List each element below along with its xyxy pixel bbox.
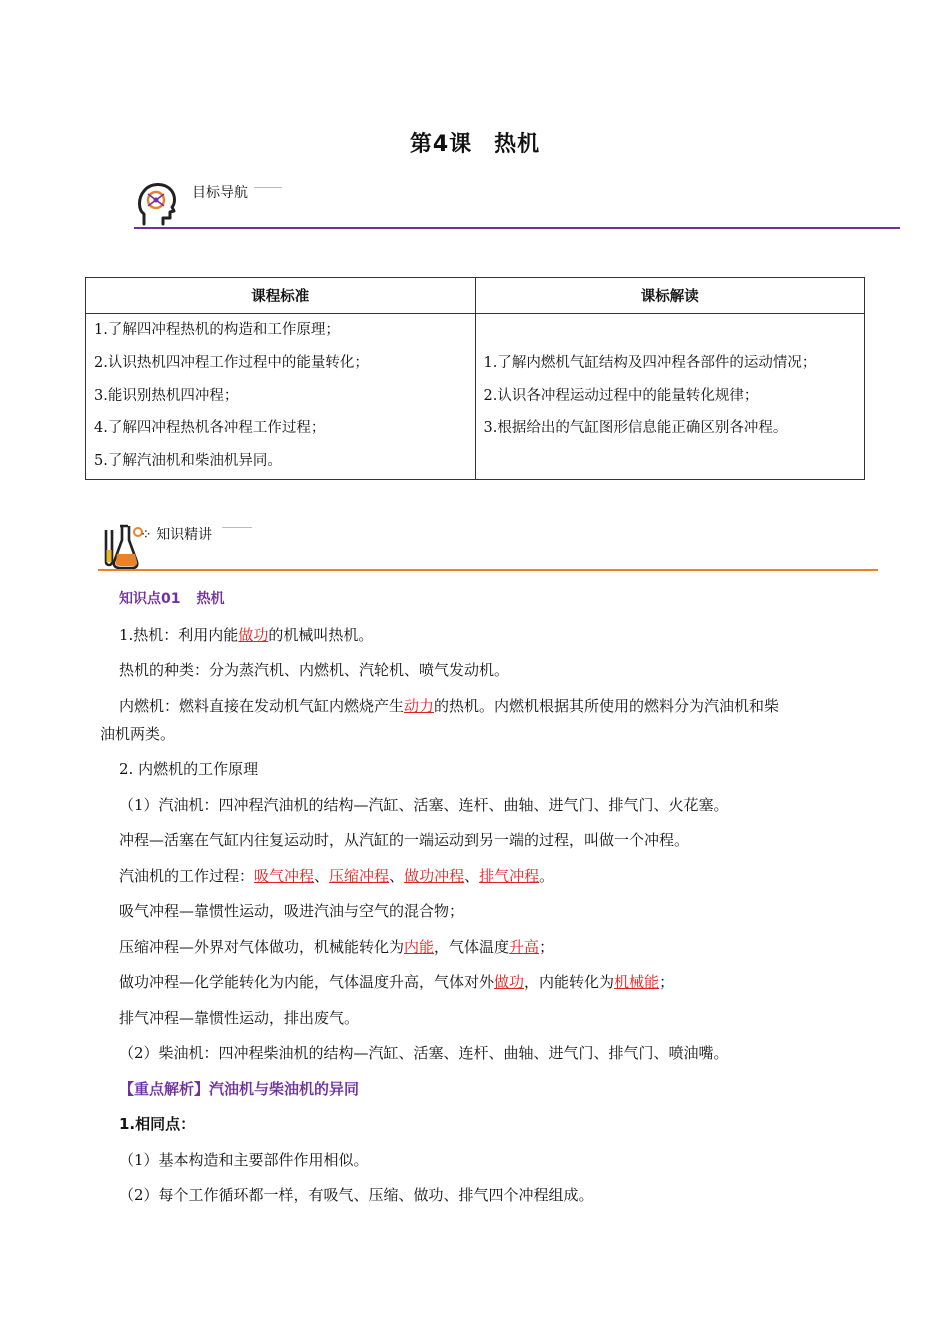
paragraph: 汽油机的工作过程：吸气冲程、压缩冲程、做功冲程、排气冲程。	[119, 866, 555, 885]
paragraph: （1）基本构造和主要部件作用相似。	[119, 1150, 369, 1169]
answer-blank: 排气冲程	[479, 866, 540, 885]
standard-item: 2.认识热机四冲程工作过程中的能量转化；	[94, 354, 369, 371]
label-prefix: ⁘	[140, 527, 152, 543]
answer-blank: 做功	[494, 973, 525, 991]
section-target-nav	[134, 176, 900, 232]
paragraph: 2. 内燃机的工作原理	[119, 760, 259, 778]
section-rule	[134, 227, 900, 229]
paragraph-continuation: 油机两类。	[100, 724, 176, 743]
standard-item: 3.能识别热机四冲程；	[94, 387, 239, 404]
answer-blank: 吸气冲程	[254, 866, 315, 885]
section-label	[140, 524, 212, 544]
paragraph: 内燃机：燃料直接在发动机气缸内燃烧产生动力的热机。内燃机根据其所使用的燃料分为汽油机和柴	[119, 696, 780, 715]
subheading: 1.相同点：	[119, 1115, 196, 1133]
interpretation-item: 2.认识各冲程运动过程中的能量转化规律；	[483, 387, 759, 404]
knowledge-content	[100, 588, 865, 1220]
paragraph: 冲程—活塞在气缸内往复运动时，从汽缸的一端运动到另一端的过程，叫做一个冲程。	[119, 831, 690, 849]
standards-cell	[86, 314, 476, 480]
label-underline	[222, 527, 252, 528]
section-rule	[98, 569, 878, 571]
standard-item: 4.了解四冲程热机各冲程工作过程；	[94, 420, 326, 437]
interpretation-item: 1.了解内燃机气缸结构及四冲程各部件的运动情况；	[483, 354, 817, 371]
paragraph: 排气冲程—靠惯性运动，排出废气。	[119, 1008, 360, 1027]
paragraph: 1.热机：利用内能做功的机械叫热机。	[119, 625, 374, 644]
interpretation-item: 3.根据给出的气缸图形信息能正确区别各冲程。	[483, 420, 788, 437]
section-knowledge	[98, 520, 878, 574]
lesson-number: 第4课	[409, 132, 473, 157]
answer-blank: 内能	[404, 937, 435, 956]
standard-item: 1.了解四冲程热机的构造和工作原理；	[94, 322, 340, 338]
paragraph: （1）汽油机：四冲程汽油机的结构—汽缸、活塞、连杆、曲轴、进气门、排气门、火花塞。	[119, 795, 729, 814]
key-analysis-heading: 【重点解析】汽油机与柴油机的异同	[119, 1079, 360, 1098]
paragraph: 吸气冲程—靠惯性运动，吸进汽油与空气的混合物；	[119, 902, 465, 920]
knowledge-point-heading: 知识点01 热机	[119, 591, 225, 607]
curriculum-table	[85, 277, 865, 480]
head-brain-icon	[136, 180, 178, 228]
table-header: 课标解读	[475, 278, 865, 314]
label-text: 知识精讲	[156, 527, 213, 543]
answer-blank: 升高	[509, 937, 540, 956]
answer-blank: 机械能	[614, 973, 660, 991]
answer-blank: 做功	[238, 625, 269, 644]
section-label: 目标导航	[192, 185, 248, 201]
answer-blank: 动力	[404, 696, 435, 715]
paragraph: 热机的种类：分为蒸汽机、内燃机、汽轮机、喷气发动机。	[119, 661, 510, 679]
answer-blank: 做功冲程	[404, 866, 465, 885]
paragraph: 压缩冲程—外界对气体做功，机械能转化为内能，气体温度升高；	[119, 937, 555, 956]
paragraph: （2）柴油机：四冲程柴油机的结构—汽缸、活塞、连杆、曲轴、进气门、排气门、喷油嘴。	[119, 1044, 729, 1062]
label-underline	[254, 187, 282, 188]
standard-item: 5.了解汽油机和柴油机异同。	[94, 453, 282, 469]
page-title	[0, 127, 950, 158]
paragraph: 做功冲程—化学能转化为内能，气体温度升高，气体对外做功，内能转化为机械能；	[119, 973, 675, 991]
lesson-topic: 热机	[494, 132, 541, 157]
flask-icon	[98, 522, 144, 570]
interpretation-cell	[475, 314, 865, 480]
answer-blank: 压缩冲程	[329, 866, 390, 885]
paragraph: （2）每个工作循环都一样，有吸气、压缩、做功、排气四个冲程组成。	[119, 1186, 594, 1204]
table-header: 课程标准	[86, 278, 476, 314]
